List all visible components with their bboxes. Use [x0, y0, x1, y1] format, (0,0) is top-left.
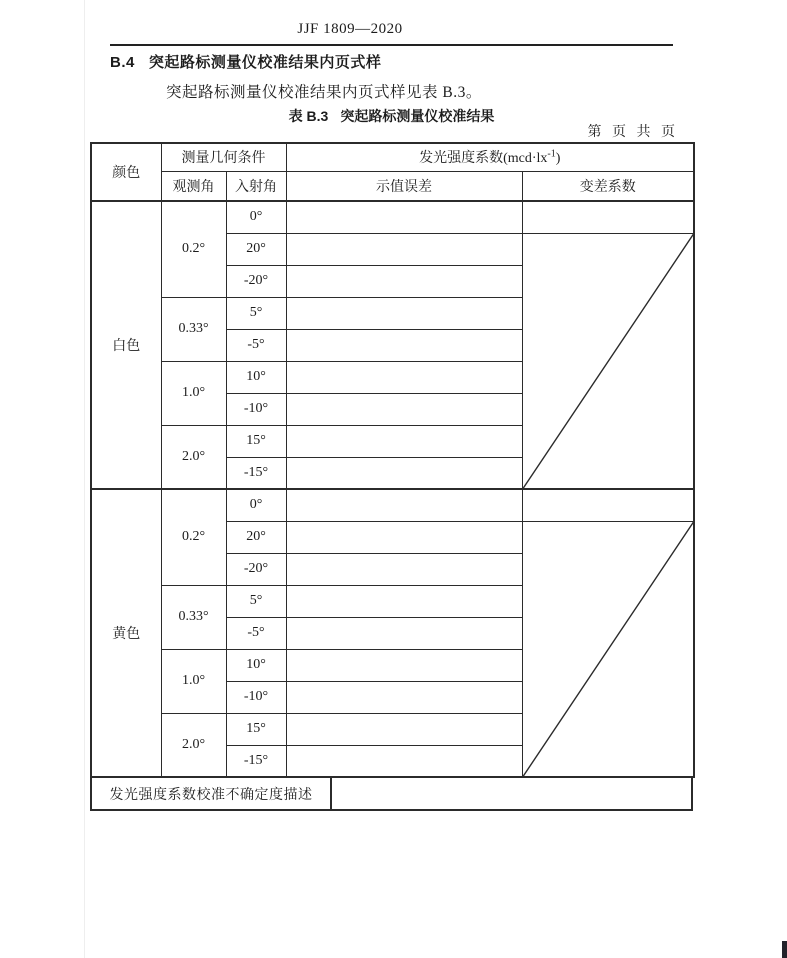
column-header-luminous-coefficient	[286, 143, 694, 171]
indication-error-cell	[286, 201, 522, 233]
table-body	[91, 201, 694, 777]
incidence-angle-cell: 10°	[226, 361, 286, 393]
incidence-angle-cell: 15°	[226, 425, 286, 457]
standard-code-header: JJF 1809—2020	[297, 21, 403, 37]
section-heading	[110, 51, 381, 72]
incidence-angle-cell: -5°	[226, 617, 286, 649]
observation-angle-cell: 2.0°	[161, 713, 226, 777]
indication-error-cell	[286, 649, 522, 681]
incidence-angle-cell: 20°	[226, 233, 286, 265]
indication-error-cell	[286, 329, 522, 361]
indication-error-cell	[286, 457, 522, 489]
indication-error-cell	[286, 745, 522, 777]
incidence-angle-cell: 0°	[226, 201, 286, 233]
uncertainty-value-cell	[332, 778, 691, 809]
indication-error-cell	[286, 713, 522, 745]
column-header-variation-coefficient: 变差系数	[522, 171, 694, 201]
table-caption-label: 表 B.3	[288, 108, 329, 124]
observation-angle-cell: 0.33°	[161, 297, 226, 361]
indication-error-cell	[286, 585, 522, 617]
corner-mark	[782, 941, 787, 958]
table-row	[91, 489, 694, 521]
incidence-angle-cell: -15°	[226, 457, 286, 489]
variation-coefficient-na-cell	[522, 521, 694, 777]
diagonal-strikethrough-line	[523, 522, 694, 777]
table-header-row-2	[91, 171, 694, 201]
observation-angle-cell: 2.0°	[161, 425, 226, 489]
column-header-indication-error: 示值误差	[286, 171, 522, 201]
observation-angle-cell: 1.0°	[161, 649, 226, 713]
incidence-angle-cell: -20°	[226, 265, 286, 297]
observation-angle-cell: 0.2°	[161, 201, 226, 297]
section-heading-title: 突起路标测量仪校准结果内页式样	[148, 54, 382, 71]
observation-angle-cell: 0.2°	[161, 489, 226, 585]
incidence-angle-cell: 5°	[226, 297, 286, 329]
incidence-angle-cell: -10°	[226, 681, 286, 713]
intro-paragraph: 突起路标测量仪校准结果内页式样见表 B.3。	[166, 84, 482, 101]
page-edge-line	[84, 0, 85, 958]
observation-angle-cell: 1.0°	[161, 361, 226, 425]
indication-error-cell	[286, 617, 522, 649]
indication-error-cell	[286, 361, 522, 393]
indication-error-cell	[286, 393, 522, 425]
indication-error-cell	[286, 489, 522, 521]
diagonal-strikethrough-line	[523, 234, 694, 489]
page-indicator: 第 页 共 页	[587, 125, 675, 140]
calibration-table	[90, 142, 695, 778]
indication-error-cell	[286, 297, 522, 329]
coefficient-unit-superscript: -1	[547, 148, 556, 160]
uncertainty-row	[90, 778, 693, 811]
indication-error-cell	[286, 521, 522, 553]
column-header-geometry-conditions: 测量几何条件	[161, 143, 286, 171]
table-header-row-1	[91, 143, 694, 171]
section-heading-number: B.4	[110, 54, 135, 71]
incidence-angle-cell: 10°	[226, 649, 286, 681]
incidence-angle-cell: 5°	[226, 585, 286, 617]
variation-coefficient-na-cell	[522, 233, 694, 489]
coefficient-unit-base: 发光强度系数(mcd·lx	[419, 151, 548, 167]
coefficient-unit-close: )	[555, 151, 561, 167]
incidence-angle-cell: 20°	[226, 521, 286, 553]
incidence-angle-cell: -10°	[226, 393, 286, 425]
color-cell: 白色	[91, 201, 161, 489]
variation-coefficient-cell	[522, 201, 694, 233]
uncertainty-label: 发光强度系数校准不确定度描述	[92, 778, 332, 809]
indication-error-cell	[286, 233, 522, 265]
indication-error-cell	[286, 265, 522, 297]
incidence-angle-cell: -20°	[226, 553, 286, 585]
incidence-angle-cell: 15°	[226, 713, 286, 745]
incidence-angle-cell: -15°	[226, 745, 286, 777]
header-rule	[110, 44, 673, 46]
indication-error-cell	[286, 425, 522, 457]
column-header-color: 颜色	[91, 143, 161, 201]
variation-coefficient-cell	[522, 489, 694, 521]
incidence-angle-cell: 0°	[226, 489, 286, 521]
indication-error-cell	[286, 681, 522, 713]
indication-error-cell	[286, 553, 522, 585]
observation-angle-cell: 0.33°	[161, 585, 226, 649]
calibration-table-area	[90, 142, 696, 811]
color-cell: 黄色	[91, 489, 161, 777]
column-header-observation-angle: 观测角	[161, 171, 226, 201]
table-caption-title: 突起路标测量仪校准结果	[340, 108, 495, 124]
incidence-angle-cell: -5°	[226, 329, 286, 361]
table-row	[91, 201, 694, 233]
column-header-incidence-angle: 入射角	[226, 171, 286, 201]
